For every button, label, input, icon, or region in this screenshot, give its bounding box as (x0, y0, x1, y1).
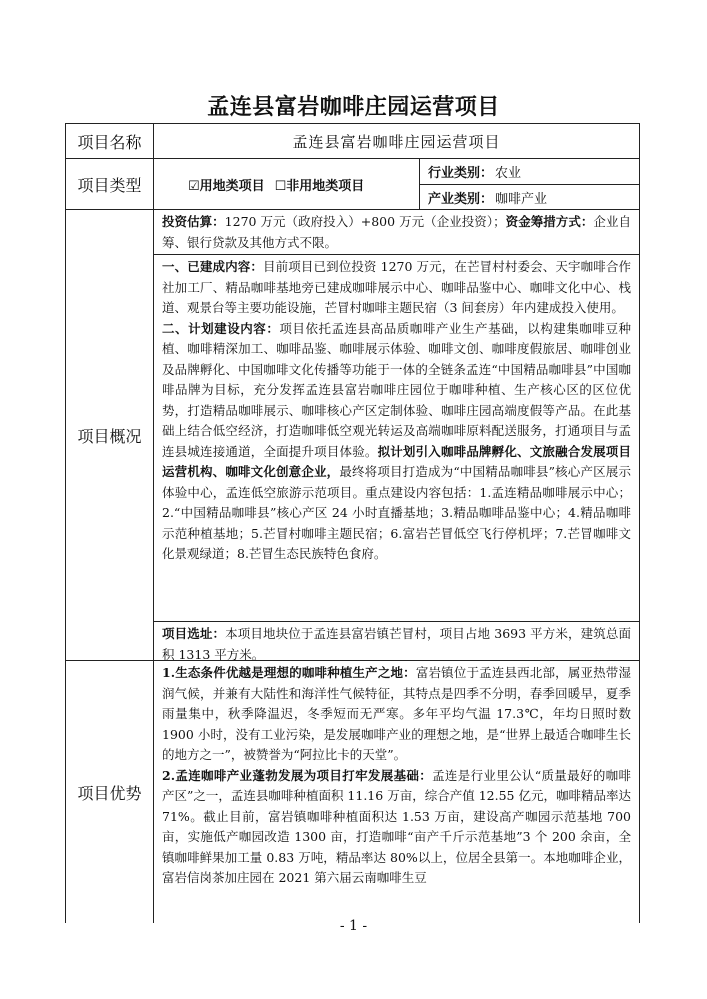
project-table (65, 123, 640, 923)
advantage-2-text: 孟连是行业里公认“质量最好的咖啡产区”之一，孟连县咖啡种植面积 11.16 万亩，综合产值 12.55 亿元，咖啡精品率达 71%。截止目前，富岩镇咖啡种植面积达 1.53 万亩，建设高产咖园示范基地 700 亩，实施低产咖园改造 1300 亩，打造咖啡“亩产千斤示范基地”3 个 200 余亩，全镇咖啡鲜果加工量 0.83 万吨，精品率达 80%以上，位居全县第一。本地咖啡企业，富岩信岗茶加庄园在 2021 第六届云南咖啡生豆 (162, 767, 631, 885)
advantage-1-text: 富岩镇位于孟连县西北部，属亚热带湿润气候，并兼有大陆性和海洋性气候特征，其特点是四季不分明，春季回暖早，夏季雨量集中，秋季降温迟，冬季短而无严寒。多年平均气温 17.3℃，年均日照时数 1900 小时，没有工业污染，是发展咖啡产业的理想之地，是“世界上最适合咖啡生长的地方之一”，被赞誉为“阿拉比卡的天堂”。 (162, 665, 631, 762)
plan-content (162, 319, 631, 565)
investment-text: 1270 万元（政府投入）+800 万元（企业投资）； (224, 214, 506, 229)
document-title: 孟连县富岩咖啡庄园运营项目 (207, 94, 500, 120)
built-content (162, 257, 631, 319)
investment-label: 投资估算： (162, 214, 225, 229)
page-number: - 1 - (339, 918, 368, 934)
advantage-1-title: 1.生态条件优越是理想的咖啡种植生产之地： (162, 665, 416, 680)
advantages-label: 项目优势 (65, 660, 154, 923)
site-cell (153, 621, 640, 661)
site-text: 本项目地块位于孟连县富岩镇芒冒村，项目占地 3693 平方米，建筑总面积 1313 平方米。 (162, 626, 631, 662)
non-land-use-checkbox[interactable]: ☐非用地类项目 (274, 178, 365, 194)
advantages-cell (153, 660, 640, 923)
overview-label: 项目概况 (65, 209, 154, 661)
project-name-label: 项目名称 (65, 123, 154, 159)
investment-cell (153, 209, 640, 255)
plan-text-2: 最终将项目打造成为“中国精品咖啡县”核心产区展示体验中心，孟连低空旅游示范项目。重点建设内容包括：1.孟连精品咖啡展示中心；2.“中国精品咖啡县”核心产区 24 小时直播基地；3.精品咖啡品鉴中心；4.精品咖啡示范种植基地；5.芒冒村咖啡主题民宿；6.富岩芒冒低空飞行停机坪；7.芒冒咖啡文化景观绿道；8.芒冒生态民族特色食府。 (162, 464, 631, 561)
construction-cell (153, 254, 640, 622)
sector-category (419, 184, 640, 210)
sector-label: 产业类别： (428, 191, 494, 207)
project-type-label: 项目类型 (65, 158, 154, 210)
site-label: 项目选址： (162, 626, 226, 641)
advantage-2 (162, 766, 631, 889)
funding-text: 企业自筹、银行贷款及其他方式不限。 (162, 214, 631, 250)
industry-label: 行业类别： (428, 166, 494, 181)
industry-category (419, 158, 640, 185)
built-text: 目前项目已到位投资 1270 万元，在芒冒村村委会、天宇咖啡合作社加工厂、精品咖啡基地旁已建成咖啡展示中心、咖啡品鉴中心、咖啡文化中心、栈道、观景台等主要功能设施，芒冒村咖啡主题民宿（3 间套房）年内建成投入使用。 (162, 259, 631, 315)
advantage-1 (162, 663, 631, 766)
advantage-2-title: 2.孟连咖啡产业蓬勃发展为项目打牢发展基础： (162, 767, 433, 783)
plan-label: 二、计划建设内容： (162, 320, 280, 336)
project-name-value: 孟连县富岩咖啡庄园运营项目 (153, 123, 640, 159)
industry-value: 农业 (495, 166, 522, 181)
plan-text-1: 项目依托孟连县高品质咖啡产业生产基础，以构建集咖啡豆种植、咖啡精深加工、咖啡品鉴、咖啡展示体验、咖啡文创、咖啡度假旅居、咖啡创业及品牌孵化、中国咖啡文化传播等功能于一体的全链条孟连“中国精品咖啡县”中国咖啡品牌为目标，充分发挥孟连县富岩咖啡庄园位于咖啡种植、生产核心区的区位优势，打造精品咖啡展示、咖啡核心产区定制体验、咖啡庄园高端度假等产品。在此基础上结合低空经济，打造咖啡低空观光转运及高端咖啡原料配送服务，打通项目与孟连县城连接通道，全面提升项目体验。 (162, 320, 631, 459)
funding-label: 资金筹措方式： (505, 214, 594, 229)
sector-value: 咖啡产业 (495, 191, 548, 207)
built-label: 一、已建成内容： (162, 259, 263, 274)
land-use-options (153, 158, 420, 210)
land-use-checkbox[interactable]: ☑用地类项目 (188, 178, 265, 194)
plan-highlight: 拟计划引入咖啡品牌孵化、文旅融合发展项目运营机构、咖啡文化创意企业， (162, 443, 631, 479)
